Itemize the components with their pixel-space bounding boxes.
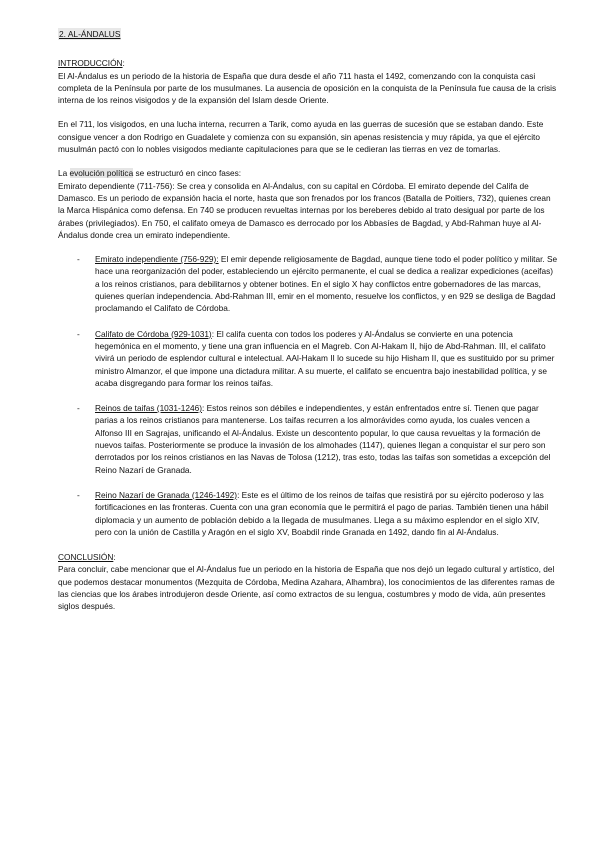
period-name: Califato de Córdoba (929-1031): [95, 328, 212, 339]
period-text: : El califa cuenta con todos los poderes y Al-Ándalus se convierte en una potencia hegemónica en el momento, y tiene una gran influencia en el Magreb. Con Al-Hakam II, hijo de Abd-Rahman. III, el califato vivirá un periodo de esplendor cultural e intelectual. AAl-Hakam II lo sucede su hijo Hisham II, que es sustituido por su primer ministro Almanzor, el que impone una dictadura militar. A su muerte, el califato se encuentra bajo inestabilidad política, y se acaba disgregando para formar los reinos taifas.: [95, 328, 555, 388]
period-text: : Estos reinos son débiles e independientes, y están enfrentados entre sí. Tienen que pagar parias a los reinos cristianos para mantenerse. Los taifas recurren a los almorávides como ayuda, los cuales vencen a Alfonso III en Sagrajas, unificando el Al-Ándalus. Existe un descontento popular, lo que causa revueltas y la formación de nuevos taifas. Posteriormente se produce la invasión de los almohades (1147), quienes llegan a conquistar el sur pero son derrotados por los reinos cristianos en las Navas de Tolosa (1212), tras esto, todas las taifas son sometidas a excepción del Reino Nazarí de Granada.: [95, 403, 551, 475]
list-item: - Reinos de taifas (1031-1246): Estos reinos son débiles e independientes, y están enfrentados entre sí. Tienen que pagar parias a los reinos cristianos para mantenerse. Los taifas recurren a los almorávides como ayuda, los cuales vencen a Alfonso III en Sagrajas, unificando el Al-Ándalus. Existe un descontento popular, lo que causa revueltas y la formación de nuevos taifas. Posteriormente se produce la invasión de los almohades (1147), quienes llegan a conquistar el sur pero son derrotados por los reinos cristianos en las Navas de Tolosa (1212), tras esto, todas las taifas son sometidas a excepción del Reino Nazarí de Granada.: [77, 403, 551, 475]
intro-paragraph: En el 711, los visigodos, en una lucha interna, recurren a Tarik, como ayuda en las guerras de sucesión que se estaban dando. Este consigue vencer a don Rodrigo en Guadalete y comienza con su expansión, sin apenas resistencia y muy rápida, ya que el ejército musulmán pactó con lo nobles visigodos mediante capitulaciones para que se le cedieran las tierras en vez de tomarlas.: [58, 119, 544, 155]
emirato-dependiente-paragraph: Emirato dependiente (711-756): Se crea y consolida en Al-Ándalus, con su capital en Córdoba. El emirato depende del Califa de Damasco. Es un periodo de expansión hacia el norte, hasta que son frenados por los francos (Batalla de Poitiers, 732), quienes crean la Marca Hispánica como defensa. En 740 se producen revueltas internas por los bereberes debido al trato desigual por parte de los árabes (privilegiados). En 750, el califato omeya de Damasco es derrocado por los Abbasíes de Bagdad, y Abd-Rahman huye al Al-Ándalus donde crea un emirato independiente.: [58, 180, 551, 240]
period-text: : Este es el último de los reinos de taifas que resistirá por su ejército poderoso y las fortificaciones en las fronteras. Cuenta con una gran economía que le permitirá el pago de parias. También tienen una hábil diplomacia y un aumento de población debido a la llegada de musulmanes. Llega a su máximo esplendor en el siglo XIV, pero con la unión de Castilla y Aragón en el siglo XV, Boabdil rinde Granada en 1492, dando fin al Al-Ándalus.: [95, 489, 549, 537]
intro-paragraph: El Al-Ándalus es un periodo de la historia de España que dura desde el año 711 hasta el 1492, comenzando con la conquista casi completa de la Península por parte de los musulmanes. La ausencia de oposición en la conquista de la Península fue causa de la crisis interna de los reinos visigodos y de la expansión del Islam desde Oriente.: [58, 70, 557, 106]
introduction-section: INTRODUCCIÓN: El Al-Ándalus es un periodo de la historia de España que dura desde el año 711 hasta el 1492, comenzando con la conquista casi completa de la Península por parte de los musulmanes. La ausencia de oposición en la conquista de la Península fue causa de la crisis interna de los reinos visigodos y de la expansión del Islam desde Oriente. En el 711, los visigodos, en una lucha interna, recurren a Tarik, como ayuda en las guerras de sucesión que se estaban dando. Este consigue vencer a don Rodrigo en Guadalete y comienza con su expansión, sin apenas resistencia y muy rápida, ya que el ejército musulmán pactó con lo nobles visigodos mediante capitulaciones para que se le cedieran las tierras en vez de tomarlas.: [58, 58, 557, 155]
document-title: 2. AL-ÁNDALUS: [59, 29, 121, 39]
period-name: Emirato independiente (756-929):: [95, 254, 219, 265]
conclusion-paragraph: Para concluir, cabe mencionar que el Al-Ándalus fue un periodo en la historia de España que nos dejó un legado cultural y artístico, del que podemos destacar monumentos (Mezquita de Córdoba, Medina Azahara, Alhambra), los conocimientos de las diferentes ramas de las ciencias que los árabes introdujeron desde Oriente, así como extractos de su lengua, costumbres y modo de vida, aún presentes siglos después.: [58, 564, 555, 612]
introduction-heading: INTRODUCCIÓN: [58, 58, 123, 69]
evolution-section: [58, 167, 558, 538]
period-text: El emir depende religiosamente de Bagdad, aunque tiene todo el poder político y militar. Se hace una reorganización del poder, estableciendo un ejército permanente, el cual se dedica a realizar expediciones (aceifas) a los reinos cristianos, para debilitarnos y obtener botines. En el siglo X hay conflictos entre gobernadores de las marcas, quienes querían independencia. Abd-Rahman III, emir en el momento, resuelve los conflictos, y en 929 se desliga de Bagdad proclamando el Califato de Córdoba.: [95, 254, 558, 314]
list-item: - Califato de Córdoba (929-1031): El califa cuenta con todos los poderes y Al-Ándalus se convierte en una potencia hegemónica en el momento, y tiene una gran influencia en el Magreb. Con Al-Hakam II, hijo de Abd-Rahman. III, el califato vivirá un periodo de esplendor cultural e intelectual. AAl-Hakam II lo sucede su hijo Hisham II, que es sustituido por su primer ministro Almanzor, el que impone una dictadura militar. A su muerte, el califato se encuentra bajo inestabilidad política, y se acaba disgregando para formar los reinos taifas.: [77, 328, 555, 388]
highlighted-phrase: evolución política: [69, 168, 134, 179]
list-item: - Emirato independiente (756-929): El emir depende religiosamente de Bagdad, aunque tiene todo el poder político y militar. Se hace una reorganización del poder, estableciendo un ejército permanente, el cual se dedica a realizar expediciones (aceifas) a los reinos cristianos, para debilitarnos y obtener botines. En el siglo X hay conflictos entre gobernadores de las marcas, quienes querían independencia. Abd-Rahman III, emir en el momento, resuelve los conflictos, y en 929 se desliga de Bagdad proclamando el Califato de Córdoba.: [77, 254, 558, 314]
list-item: - Reino Nazarí de Granada (1246-1492): Este es el último de los reinos de taifas que resistirá por su ejército poderoso y las fortificaciones en las fronteras. Cuenta con una gran economía que le permitirá el pago de parias. También tienen una hábil diplomacia y un aumento de población debido a la llegada de musulmanes. Llega a su máximo esplendor en el siglo XIV, pero con la unión de Castilla y Aragón en el siglo XV, Boabdil rinde Granada en 1492, dando fin al Al-Ándalus.: [77, 489, 549, 537]
conclusion-heading: CONCLUSIÓN: [58, 552, 114, 563]
period-name: Reino Nazarí de Granada (1246-1492): [95, 489, 238, 500]
periods-list: [58, 253, 558, 538]
evolution-lead: La evolución política se estructuró en cinco fases:: [58, 168, 242, 179]
conclusion-section: CONCLUSIÓN: Para concluir, cabe mencionar que el Al-Ándalus fue un periodo en la historia de España que nos dejó un legado cultural y artístico, del que podemos destacar monumentos (Mezquita de Córdoba, Medina Azahara, Alhambra), los conocimientos de las diferentes ramas de las ciencias que los árabes introdujeron desde Oriente, así como extractos de su lengua, costumbres y modo de vida, aún presentes siglos después.: [58, 551, 558, 612]
period-name: Reinos de taifas (1031-1246): [95, 403, 203, 414]
